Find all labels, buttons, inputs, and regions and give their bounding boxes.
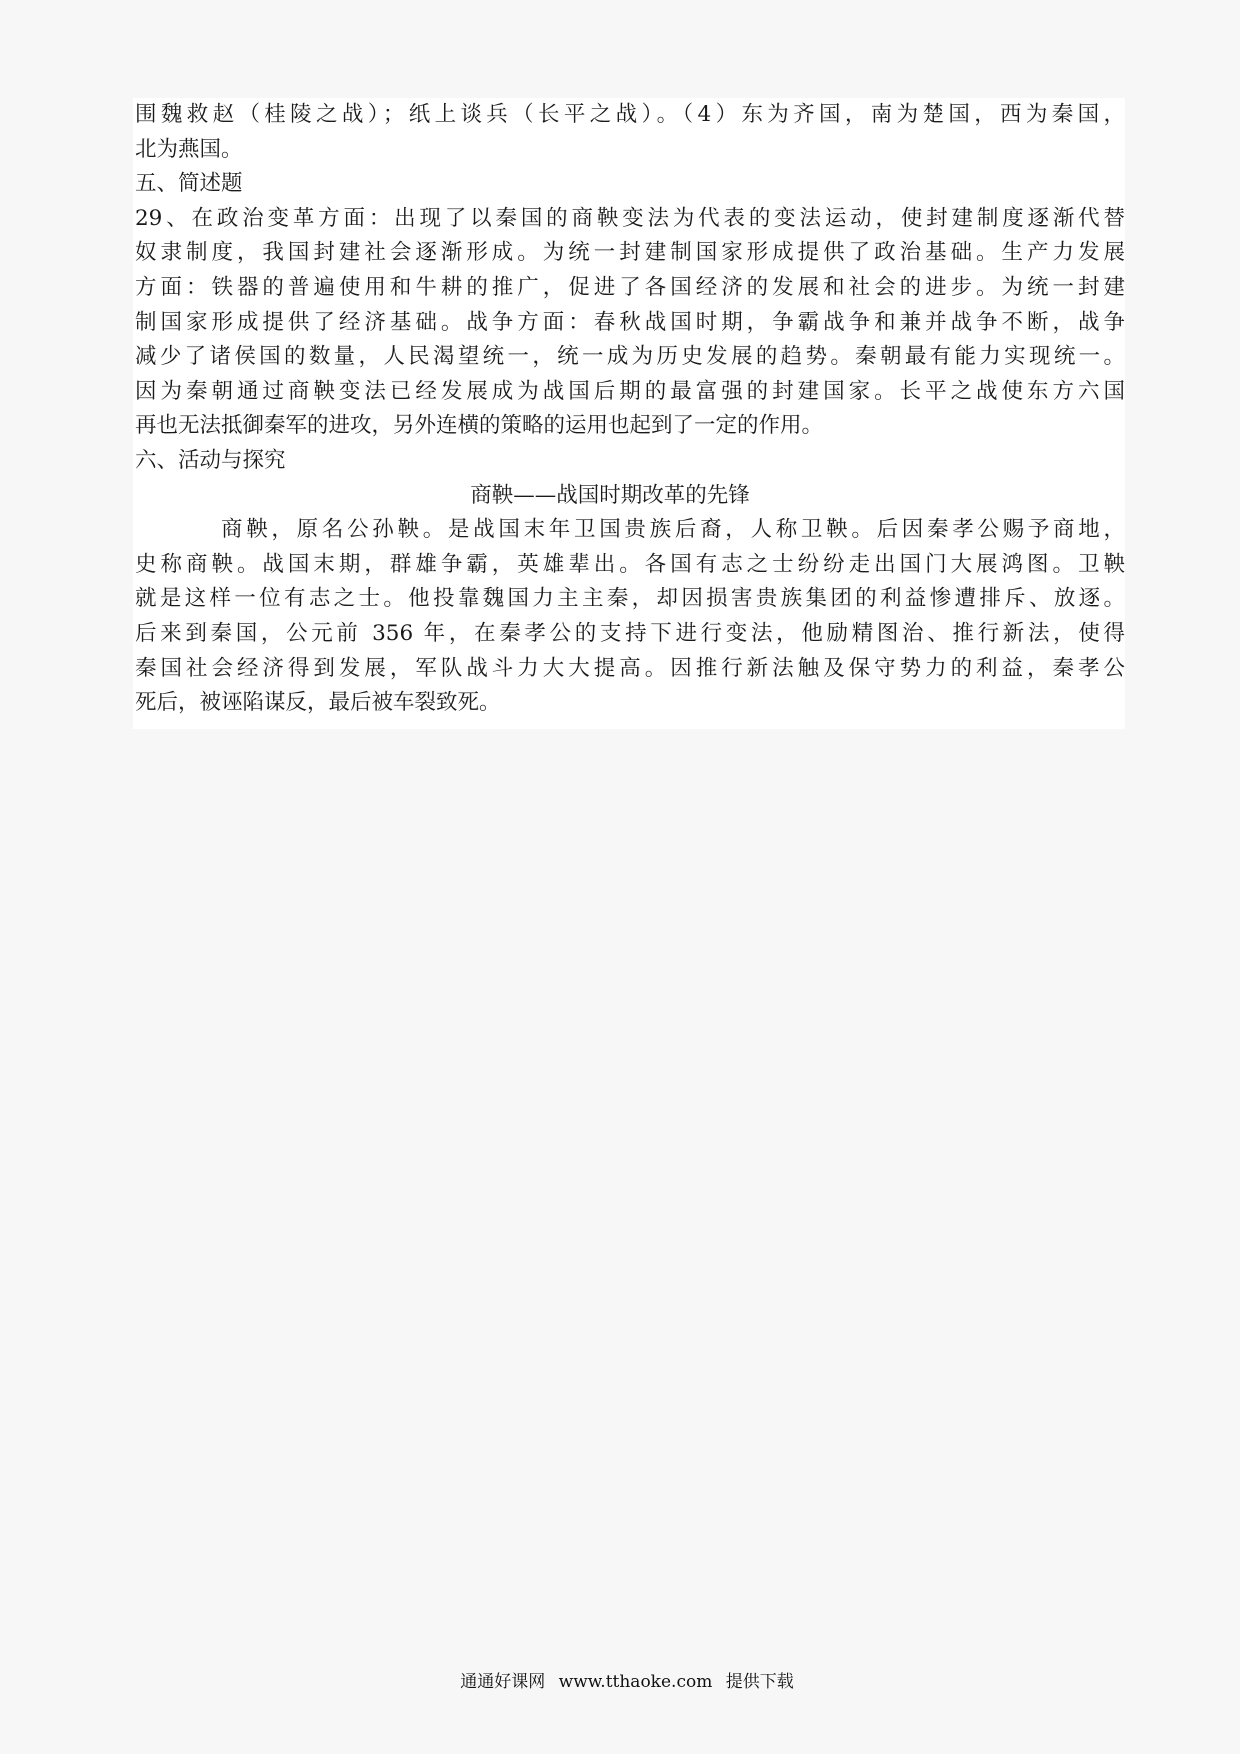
essay-line-3: 就是这样一位有志之士。他投靠魏国力主主秦，却因损害贵族集团的利益惨遭排斥、放逐。 (135, 586, 1125, 612)
document-body (133, 98, 1125, 729)
paragraph-29-line-7: 再也无法抵御秦军的进攻，另外连横的策略的运用也起到了一定的作用。 (135, 413, 824, 439)
essay-line-4: 后来到秦国，公元前 356 年，在秦孝公的支持下进行变法，他励精图治、推行新法，使得 (135, 620, 1125, 646)
section-heading-activity: 六、活动与探究 (135, 447, 286, 473)
essay-line-2: 史称商鞅。战国末期，群雄争霸，英雄辈出。各国有志之士纷纷走出国门大展鸿图。卫鞅 (135, 551, 1125, 577)
paragraph-29-line-3: 方面：铁器的普遍使用和牛耕的推广，促进了各国经济的发展和社会的进步。为统一封建 (135, 274, 1125, 300)
answer-line-1: 围魏救赵（桂陵之战）；纸上谈兵（长平之战）。（4）东为齐国，南为楚国，西为秦国， (135, 102, 1125, 127)
footer-site-name: 通通好课网 (460, 1672, 546, 1692)
answer-line-2: 北为燕国。 (135, 136, 243, 162)
section-heading-short-answer: 五、简述题 (135, 171, 243, 197)
paragraph-29-line-1: 29、在政治变革方面：出现了以秦国的商鞅变法为代表的变法运动，使封建制度逐渐代替 (135, 205, 1125, 231)
essay-line-1: 商鞅，原名公孙鞅。是战国末年卫国贵族后裔，人称卫鞅。后因秦孝公赐予商地， (221, 517, 1125, 543)
essay-line-6: 死后，被诬陷谋反，最后被车裂致死。 (135, 690, 501, 716)
paragraph-29-line-2: 奴隶制度，我国封建社会逐渐形成。为统一封建制国家形成提供了政治基础。生产力发展 (135, 240, 1125, 266)
page-footer (0, 1670, 1240, 1694)
footer-suffix: 提供下载 (725, 1672, 794, 1692)
paragraph-29-line-6: 因为秦朝通过商鞅变法已经发展成为战国后期的最富强的封建国家。长平之战使东方六国 (135, 378, 1125, 404)
paragraph-29-line-4: 制国家形成提供了经济基础。战争方面：春秋战国时期，争霸战争和兼并战争不断，战争 (135, 309, 1125, 335)
footer-url: www.tthaoke.com (558, 1672, 713, 1692)
essay-line-5: 秦国社会经济得到发展，军队战斗力大大提高。因推行新法触及保守势力的利益，秦孝公 (135, 655, 1125, 681)
paragraph-29-line-5: 减少了诸侯国的数量，人民渴望统一，统一成为历史发展的趋势。秦朝最有能力实现统一。 (135, 344, 1125, 370)
essay-title: 商鞅——战国时期改革的先锋 (470, 482, 750, 508)
